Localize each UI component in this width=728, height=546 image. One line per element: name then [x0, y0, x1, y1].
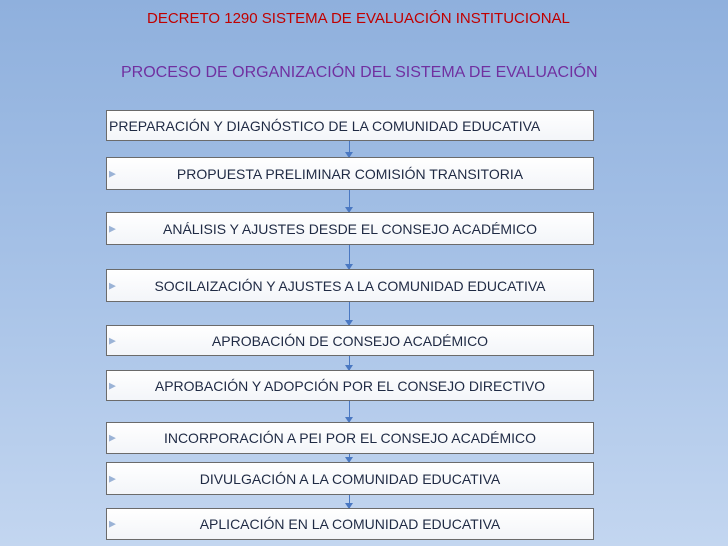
step-label: SOCILAIZACIÓN Y AJUSTES A LA COMUNIDAD EDUCATIVA	[154, 277, 546, 294]
bullet-icon: ▶	[109, 380, 116, 390]
slide-title: DECRETO 1290 SISTEMA DE EVALUACIÓN INSTITUCIONAL	[147, 10, 570, 27]
step-label: INCORPORACIÓN A PEI POR EL CONSEJO ACADÉMICO	[163, 430, 537, 446]
step-box-7	[106, 422, 594, 454]
bullet-icon: ▶	[109, 335, 116, 345]
bullet-icon: ▶	[109, 168, 116, 178]
step-label: APLICACIÓN EN LA COMUNIDAD EDUCATIVA	[199, 516, 501, 532]
bullet-icon: ▶	[109, 518, 116, 529]
slide-subtitle: PROCESO DE ORGANIZACIÓN DEL SISTEMA DE EVALUACIÓN	[121, 64, 598, 81]
step-box-8	[106, 462, 594, 495]
step-box-4	[106, 269, 594, 302]
bullet-icon: ▶	[109, 223, 116, 233]
step-label: PREPARACIÓN Y DIAGNÓSTICO DE LA COMUNIDAD EDUCATIVA	[109, 117, 541, 134]
bullet-icon: ▶	[109, 432, 116, 443]
step-label: APROBACIÓN Y ADOPCIÓN POR EL CONSEJO DIRECTIVO	[154, 377, 546, 394]
step-box-6	[106, 370, 594, 401]
bullet-icon: ▶	[109, 473, 116, 483]
step-label: PROPUESTA PRELIMINAR COMISIÓN TRANSITORIA	[176, 165, 524, 182]
bullet-icon: ▶	[109, 280, 116, 290]
step-box-9	[106, 508, 594, 540]
step-label: ANÁLISIS Y AJUSTES DESDE EL CONSEJO ACADÉMICO	[163, 220, 537, 237]
step-box-1	[106, 110, 594, 141]
step-box-2	[106, 157, 594, 190]
step-label: DIVULGACIÓN A LA COMUNIDAD EDUCATIVA	[199, 470, 501, 487]
step-label: APROBACIÓN DE CONSEJO ACADÉMICO	[211, 332, 489, 349]
step-box-5	[106, 325, 594, 356]
step-box-3	[106, 212, 594, 245]
